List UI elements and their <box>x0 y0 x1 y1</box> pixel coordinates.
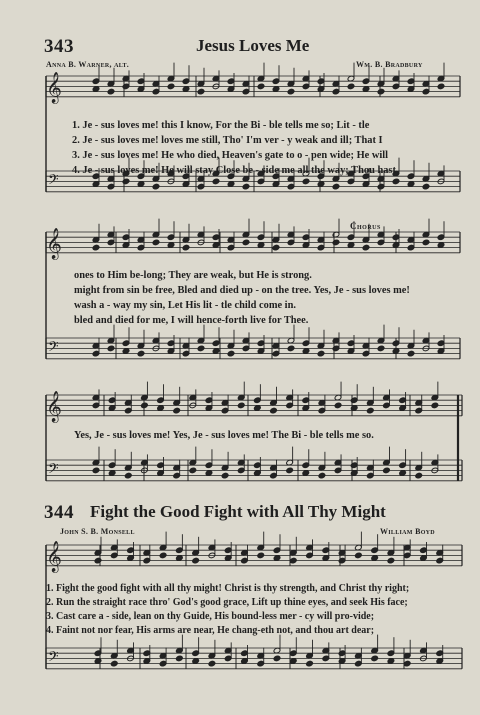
composer-credit: Wm. B. Bradbury <box>356 60 423 69</box>
composer-credit-2: William Boyd <box>380 527 435 536</box>
verse-line-2: 2. Je - sus loves me! loves me still, Tho' I'm ver - y weak and ill; That I <box>72 135 383 146</box>
verse-line-1: 1. Je - sus loves me! this I know, For the Bi - ble tells me so; Lit - tle <box>72 120 370 131</box>
svg-text:𝄞: 𝄞 <box>46 390 62 422</box>
svg-text:𝄞: 𝄞 <box>46 71 62 103</box>
hymn-number-2: 344 <box>44 502 74 523</box>
verse2-line-1: 1. Fight the good fight with all thy might! Christ is thy strength, and Christ thy right; <box>46 583 410 594</box>
hymn-title-2: Fight the Good Fight with All Thy Might <box>90 502 386 521</box>
verse-line-4: 4. Je - sus loves me! He will stay Close be - side me all the way; Thou hast <box>72 165 396 176</box>
continuation-line-4: bled and died for me, I will hence-forth live for Thee. <box>74 315 309 326</box>
author-credit: Anna B. Warner, alt. <box>46 60 130 69</box>
hymn-title: Jesus Loves Me <box>196 36 310 55</box>
svg-text:𝄢: 𝄢 <box>48 460 59 480</box>
verse2-line-3: 3. Cast care a - side, lean on thy Guide, His bound-less mer - cy will pro-vide; <box>46 611 375 622</box>
hymn-number: 343 <box>44 36 74 57</box>
verse2-line-4: 4. Faint not nor fear, His arms are near, He chang-eth not, and thou art dear; <box>46 625 375 636</box>
verse2-line-2: 2. Run the straight race thro' God's good grace, Lift up thine eyes, and seek His face; <box>46 597 408 608</box>
svg-text:𝄞: 𝄞 <box>46 540 62 572</box>
svg-text:𝄞: 𝄞 <box>46 227 62 259</box>
chorus-label: Chorus <box>350 221 381 231</box>
continuation-line-1: ones to Him be-long; They are weak, but He is strong. <box>74 270 312 281</box>
svg-text:𝄢: 𝄢 <box>48 648 59 668</box>
chorus-line: Yes, Je - sus loves me! Yes, Je - sus loves me! The Bi - ble tells me so. <box>74 430 374 441</box>
verse-line-3: 3. Je - sus loves me! He who died, Heaven's gate to o - pen wide; He will <box>72 150 389 161</box>
svg-text:𝄢: 𝄢 <box>48 338 59 358</box>
continuation-line-2: might from sin be free, Bled and died up - on the tree. Yes, Je - sus loves me! <box>74 285 410 296</box>
author-credit-2: John S. B. Monsell <box>60 527 135 536</box>
continuation-line-3: wash a - way my sin, Let His lit - tle child come in. <box>74 300 296 311</box>
svg-text:𝄢: 𝄢 <box>48 171 59 191</box>
